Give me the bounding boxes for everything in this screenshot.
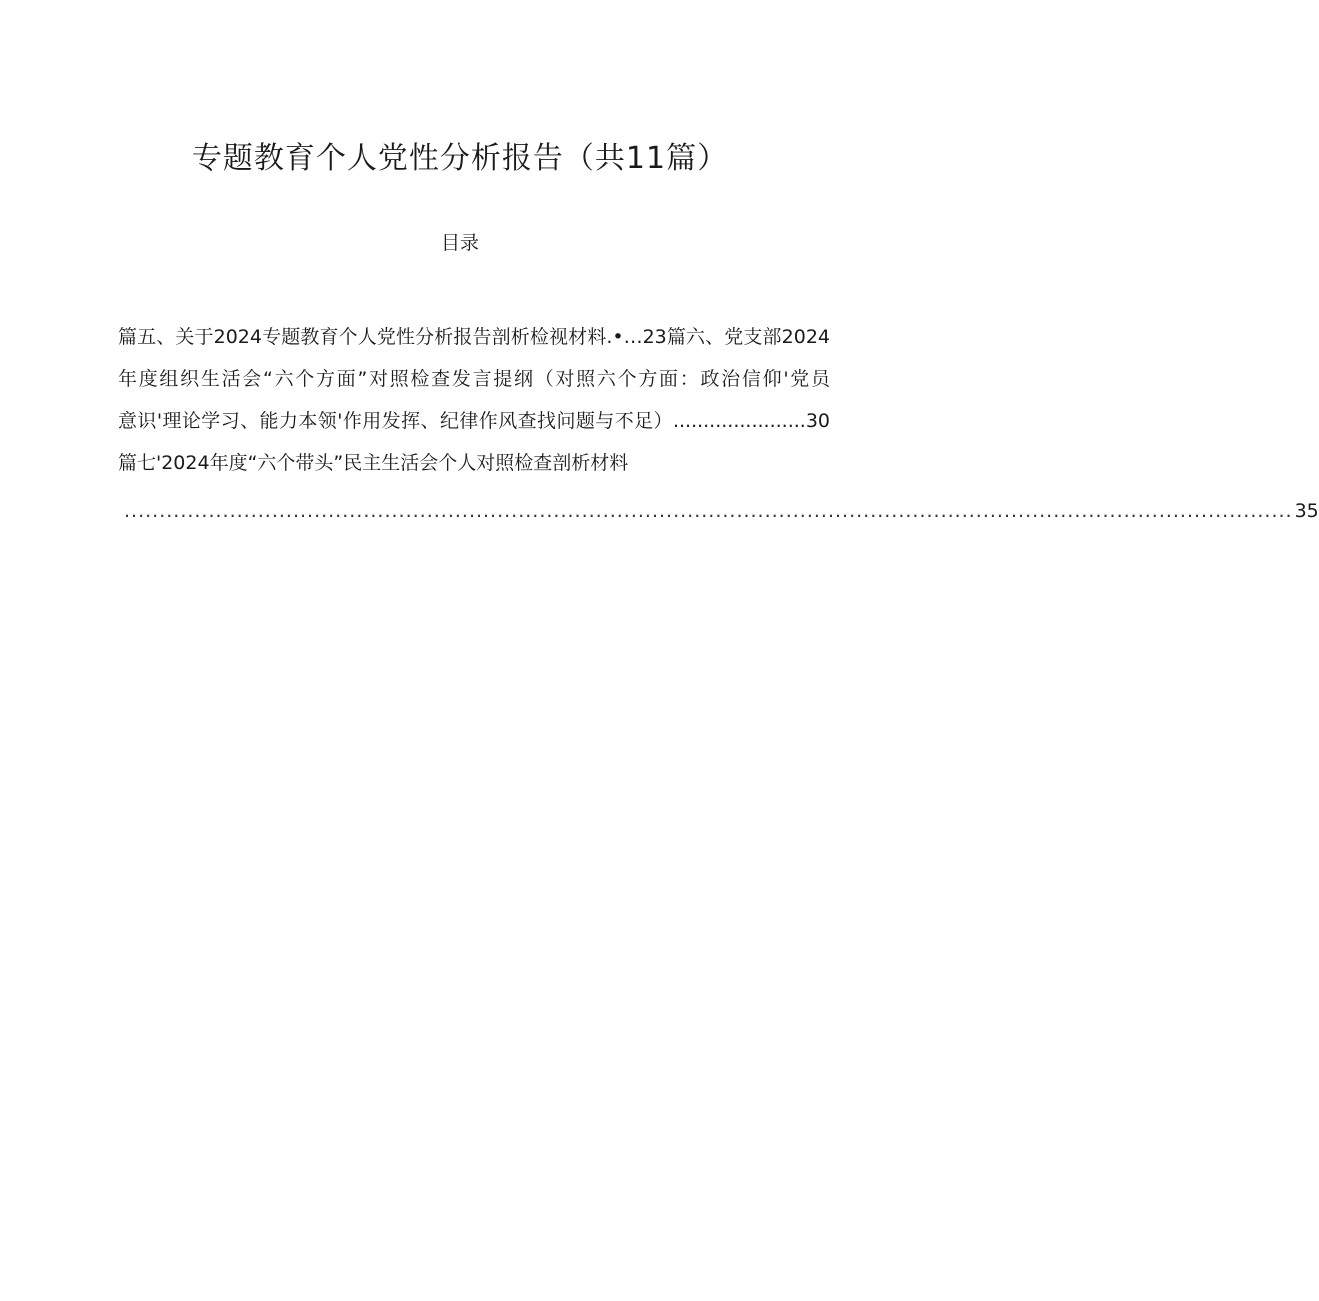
toc-line: 年度组织生活会“六个方面”对照检查发言提纲（对照六个方面：政治信仰'党员: [118, 368, 830, 390]
table-of-contents: [118, 316, 1319, 532]
toc-line: 篇五、关于2024专题教育个人党性分析报告剖析检视材料.•…23篇六、党支部2024: [118, 326, 830, 348]
toc-line: 篇七'2024年度“六个带头”民主生活会个人对照检查剖析材料: [118, 452, 629, 474]
toc-page-number: 35: [1294, 500, 1319, 522]
document-title: 专题教育个人党性分析报告（共11篇）: [191, 141, 729, 176]
toc-dot-leader: ......................................................................................................................................................................: [124, 500, 1293, 522]
toc-line: 意识'理论学习、能力本领'作用发挥、纪律作风查找问题与不足）......................30: [118, 410, 830, 432]
toc-entry-leader-line: [118, 490, 1319, 532]
toc-heading: 目录: [440, 232, 479, 254]
